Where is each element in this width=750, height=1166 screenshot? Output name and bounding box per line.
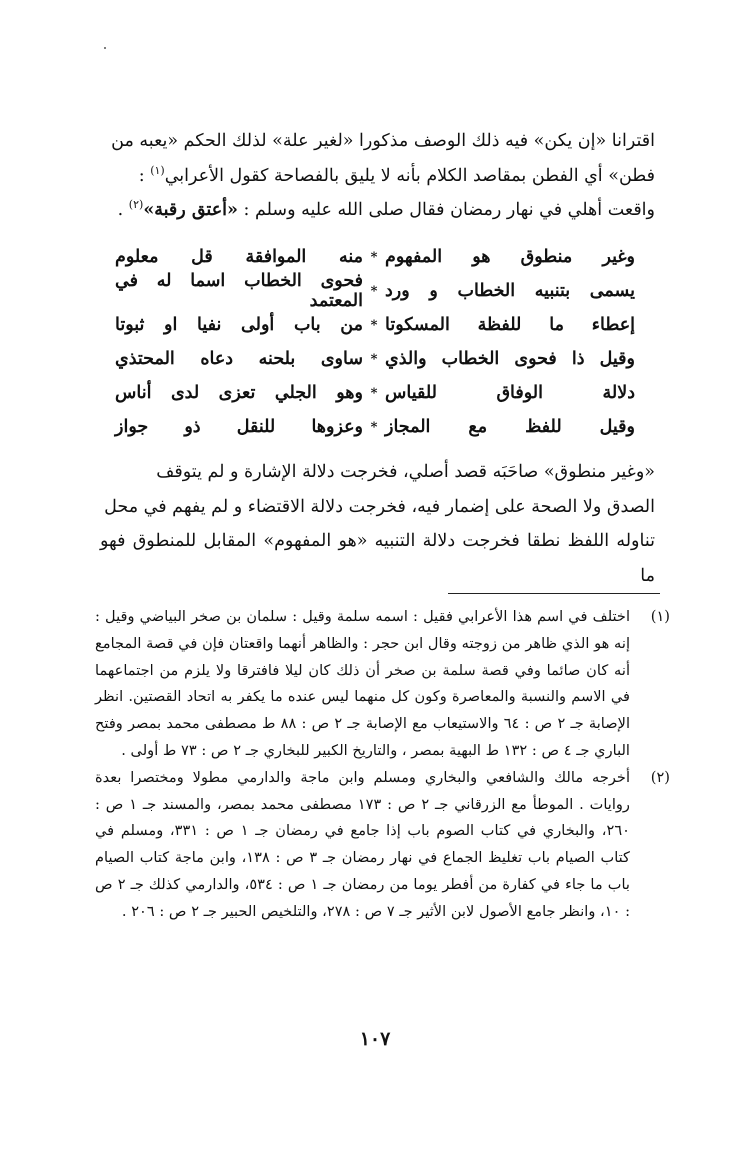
- verse-separator-star: *: [370, 317, 378, 333]
- verse-separator-star: *: [370, 283, 378, 299]
- footnote-ref-1[interactable]: (١): [150, 163, 165, 177]
- footnote-ref-2[interactable]: (٢): [128, 198, 144, 212]
- commentary-line-3: تناوله اللفظ نطقا فخرجت دلالة التنبيه «هو المفهوم» المقابل للمنطوق فهو ما: [100, 531, 655, 586]
- footnote-text: أخرجه مالك والشافعي والبخاري ومسلم وابن ماجة والدارمي مطولا ومختصرا بعدة روايات . الموطأ مع الزرقاني جـ ٢ ص : ١٧٣ مصطفى محمد بمصر، والمسند جـ ١ ص : ٢٦٠، والبخاري في كتاب الصوم باب إذا جامع في رمضان جـ ١ ص : ٣٣١، ومسلم في كتاب الصيام باب تغليظ الجماع في نهار رمضان جـ ٣ ص : ١٣٨، وابن ماجة كتاب الصيام باب ما جاء في كفارة من أفطر يوما من رمضان جـ ١ ص : ٥٣٤، والدارمي كذلك جـ ٢ ص : ١٠، وانظر جامع الأصول لابن الأثير جـ ٧ ص : ٢٧٨، والتلخيص الحبير جـ ٢ ص : ٢٠٦ .: [95, 768, 631, 920]
- intro-line-3-text: واقعت أهلي في نهار رمضان فقال صلى الله عليه وسلم :: [237, 200, 655, 220]
- hadith-quote: «أعتق رقبة»: [143, 200, 238, 220]
- intro-line-3: [100, 193, 655, 228]
- verse-line: [115, 240, 635, 274]
- footnote-divider: [448, 593, 660, 594]
- verse-second-hemistich: ساوى بلحنه دعاه المحتذي: [115, 349, 363, 369]
- verse-first-hemistich: دلالة الوفاق للقياس: [385, 383, 635, 403]
- footnote-text: اختلف في اسم هذا الأعرابي فقيل : اسمه سلمة وقيل : سلمان بن صخر البياضي وقيل : إنه هو الذي ظاهر من زوجته وقال ابن حجر : والظاهر أنهما واقعتان فإن في قصة المجامع أنه كان صائما وفي قصة سلمة بن صخر أن ذلك كان ليلا فافترقا ولا يلزم من اجتماعهما في الاسم والنسبة والمعاصرة وكون كل منهما ليس عنده ما يكفر به اتحاد القصتين. انظر الإصابة جـ ٢ ص : ٦٤ والاستيعاب مع الإصابة جـ ٢ ص : ٨٨ ط مصطفى محمد بمصر وفتح الباري جـ ٤ ص : ١٣٢ ط البهية بمصر ، والتاريخ الكبير للبخاري جـ ٢ ص : ٧٣ ط أولى .: [95, 608, 631, 759]
- verse-first-hemistich: إعطاء ما للفظة المسكوتا: [385, 315, 635, 335]
- commentary-paragraph: [100, 455, 655, 593]
- page-number: ١٠٧: [359, 1028, 391, 1050]
- intro-paragraph: [100, 124, 655, 228]
- verse-second-hemistich: وهو الجلي تعزى لدى أناس: [115, 383, 363, 403]
- verse-second-hemistich: فحوى الخطاب اسما له في المعتمد: [115, 271, 363, 311]
- verse-first-hemistich: وقيل للفظ مع المجاز: [385, 417, 635, 437]
- commentary-line-2: الصدق ولا الصحة على إضمار فيه، فخرجت دلالة الاقتضاء و لم يفهم في محل: [104, 496, 655, 517]
- verse-second-hemistich: منه الموافقة قل معلوم: [115, 247, 363, 267]
- footnote-number: (٢): [650, 768, 670, 786]
- poem-verses: [115, 240, 635, 444]
- footnote-2: [95, 765, 670, 926]
- verse-separator-star: *: [370, 385, 378, 401]
- intro-line-1: اقترانا «إن يكن» فيه ذلك الوصف مذكورا «لغير علة» لذلك الحكم «يعبه من: [111, 131, 655, 151]
- verse-separator-star: *: [370, 249, 378, 265]
- intro-line-2-text: فطن» أي الفطن بمقاصد الكلام بأنه لا يليق بالفصاحة كقول الأعرابي: [164, 165, 655, 186]
- verse-line: [115, 308, 635, 342]
- verse-separator-star: *: [370, 419, 378, 435]
- verse-line: [115, 342, 635, 376]
- footnote-number: (١): [650, 608, 670, 625]
- commentary-line-1: «وغير منطوق» صاحَبَه قصد أصلي، فخرجت دلالة الإشارة و لم يتوقف: [156, 462, 655, 482]
- intro-line-3-end: .: [117, 200, 129, 220]
- intro-line-2: [100, 159, 655, 194]
- verse-first-hemistich: وغير منطوق هو المفهوم: [385, 247, 635, 267]
- footnote-1: [95, 604, 670, 765]
- verse-first-hemistich: وقيل ذا فحوى الخطاب والذي: [385, 349, 635, 369]
- verse-first-hemistich: يسمى بتنبيه الخطاب و ورد: [385, 281, 635, 301]
- verse-line: [115, 376, 635, 410]
- verse-line: [115, 271, 635, 311]
- footnotes-section: [95, 604, 670, 926]
- verse-line: [115, 410, 635, 444]
- verse-separator-star: *: [370, 351, 378, 367]
- verse-second-hemistich: من باب أولى نفيا او ثبوتا: [115, 315, 363, 335]
- verse-second-hemistich: وعزوها للنقل ذو جواز: [115, 417, 363, 437]
- intro-line-2-end: :: [138, 165, 151, 186]
- scan-speck: [104, 47, 106, 49]
